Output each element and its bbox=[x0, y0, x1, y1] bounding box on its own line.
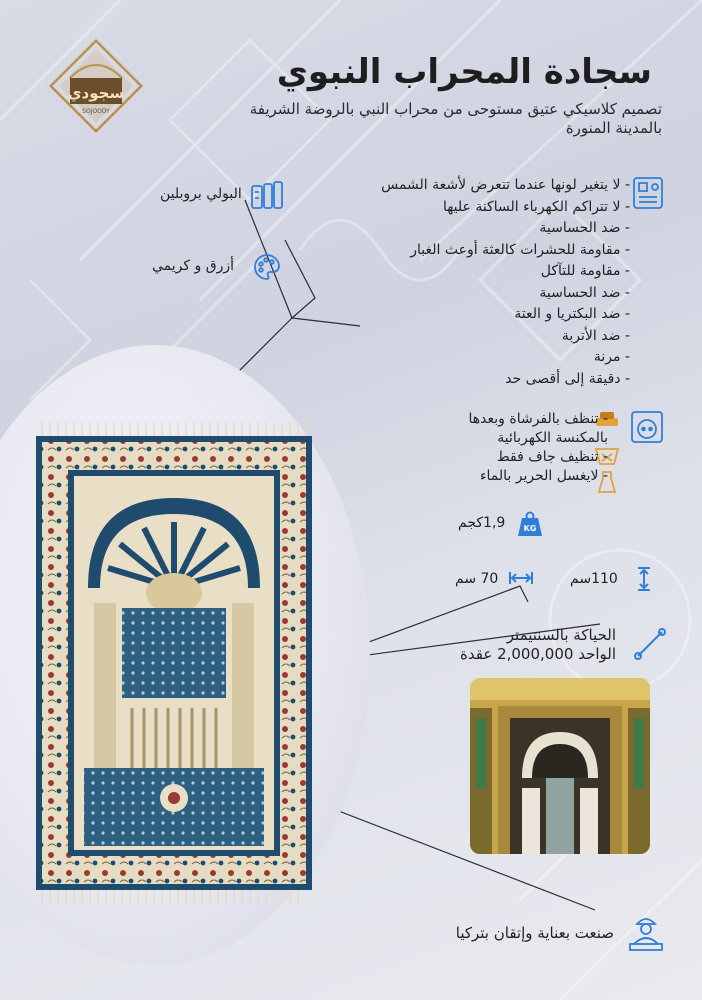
weight-label: 1,9كجم bbox=[458, 515, 506, 531]
care-item: - تنظف بالفرشاة وبعدها bbox=[468, 411, 608, 427]
feature-item: - مرنة bbox=[593, 349, 630, 365]
ruler-icon bbox=[632, 626, 668, 662]
colors-label: أزرق و كريمي bbox=[152, 258, 234, 274]
width-label: 70 سم bbox=[455, 571, 499, 587]
feature-item: - ضد البكتريا و العتة bbox=[514, 306, 630, 322]
page-title: سجادة المحراب النبوي bbox=[276, 52, 652, 92]
prayer-rug-image bbox=[28, 418, 318, 908]
origin-label: صنعت بعناية وإتقان بتركيا bbox=[455, 924, 614, 942]
care-item: - لايغسل الحرير بالماء bbox=[479, 468, 608, 484]
width-icon bbox=[508, 570, 534, 586]
page-subtitle: تصميم كلاسيكي عتيق مستوحى من محراب النبي بالروضة الشريفة بالمدينة المنورة bbox=[249, 100, 662, 137]
feature-item: - ضد الحساسية bbox=[539, 220, 630, 236]
care-item: - تنظيف جاف فقط bbox=[496, 449, 608, 465]
material-icon bbox=[250, 180, 284, 210]
kg-icon-text: KG bbox=[523, 524, 537, 533]
length-label: 110سم bbox=[570, 571, 618, 587]
feature-item: - لا يتغير لونها عندما تتعرض لأشعة الشمس bbox=[381, 177, 630, 193]
kg-weight-icon bbox=[516, 510, 544, 538]
care-item: بالمكنسة الكهربائية bbox=[497, 430, 608, 446]
craftsman-icon bbox=[628, 912, 664, 952]
mihrab-photo bbox=[470, 678, 650, 854]
material-label: البولي بروبلين bbox=[160, 186, 242, 202]
feature-item: - لا تتراكم الكهرباء الساكنة عليها bbox=[442, 198, 630, 215]
feature-item: - مقاومة للتآكل bbox=[540, 263, 630, 279]
care-list bbox=[469, 410, 608, 486]
features-icon bbox=[632, 176, 664, 210]
density-line2: الواحد 2,000,000 عقدة bbox=[460, 645, 616, 663]
washing-machine-icon bbox=[630, 410, 664, 444]
feature-item: - ضد الحساسية bbox=[539, 284, 630, 301]
feature-item: - ضد الأتربة bbox=[561, 327, 630, 344]
feature-item: - مقاومة للحشرات كالعثة أوعث الغبار bbox=[410, 241, 630, 258]
feature-item: - دقيقة إلى أقصى حد bbox=[505, 370, 630, 387]
height-icon bbox=[636, 566, 652, 592]
palette-icon bbox=[252, 252, 282, 282]
density-line1: الحياكة بالسنتيمتر bbox=[506, 626, 616, 644]
logo-text: سجودي bbox=[67, 84, 125, 102]
logo-subtext: SOJOODY bbox=[82, 108, 110, 115]
features-list bbox=[381, 175, 630, 390]
